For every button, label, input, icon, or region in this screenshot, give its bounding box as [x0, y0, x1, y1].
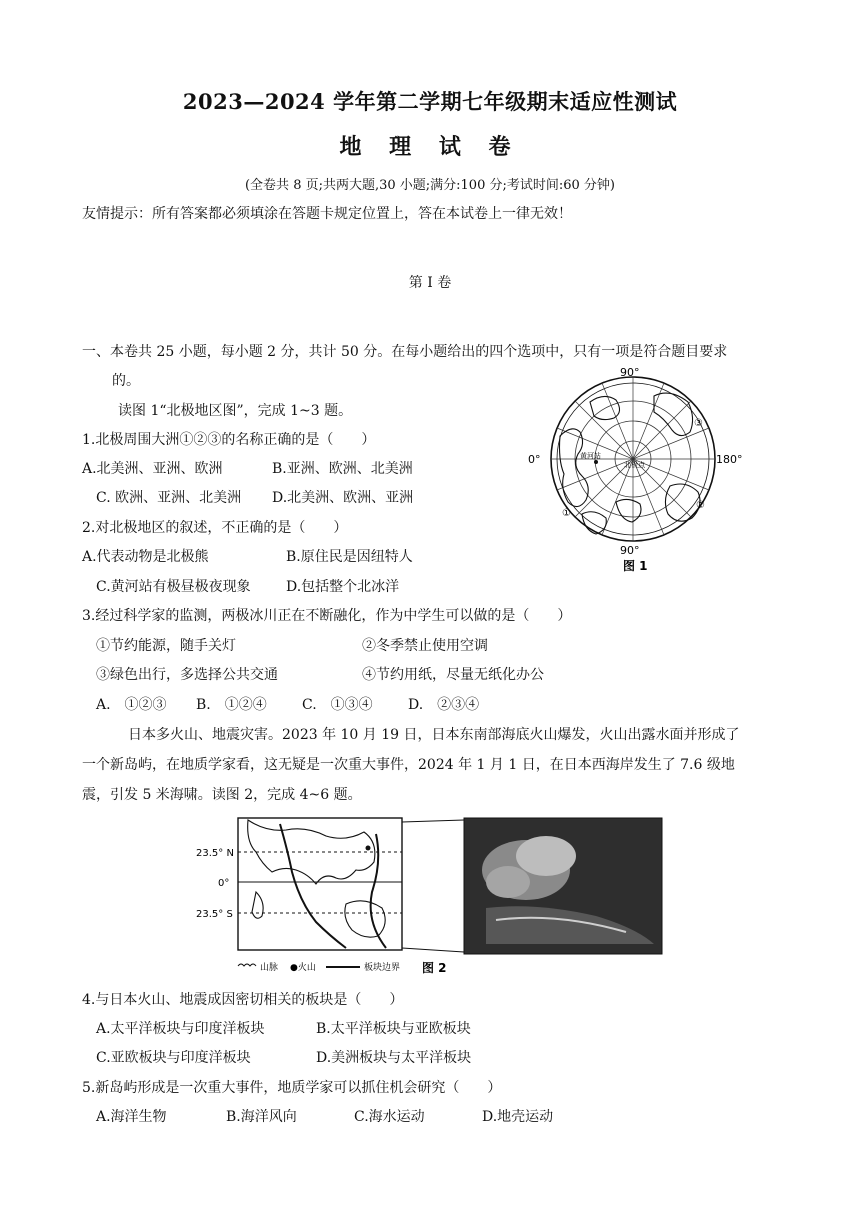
- arctic-map-graphic: [520, 366, 750, 576]
- exam-subtitle: 地 理 试 卷: [339, 134, 521, 160]
- right-longitude: 180°: [716, 453, 743, 466]
- q4-stem: 4.与日本火山、地震成因密切相关的板块是（ ）: [82, 992, 404, 1008]
- legend-mountain: 山脉: [260, 963, 279, 973]
- q1-option-c[interactable]: C. 欧洲、亚洲、北美洲: [96, 490, 242, 506]
- lat-north-label: 23.5° N: [196, 848, 234, 859]
- station-label: 黄河站: [580, 452, 601, 460]
- q5-option-d[interactable]: D.地壳运动: [482, 1109, 554, 1125]
- q5-option-c[interactable]: C.海水运动: [354, 1109, 425, 1125]
- q1-stem: 1.北极周围大洲①②③的名称正确的是（ ）: [82, 432, 376, 448]
- q1-option-d[interactable]: D.北美洲、欧洲、亚洲: [272, 490, 414, 506]
- q4-option-b[interactable]: B.太平洋板块与亚欧板块: [316, 1021, 471, 1037]
- group1-intro: 读图 1“北极地区图”，完成 1~3 题。: [118, 403, 353, 419]
- continent-mark-3: ③: [694, 418, 703, 429]
- continent-mark-1: ①: [562, 508, 571, 519]
- figure-1-caption: 图 1: [623, 559, 648, 573]
- q2-option-a[interactable]: A.代表动物是北极熊: [82, 549, 209, 565]
- q2-option-b[interactable]: B.原住民是因纽特人: [286, 549, 413, 565]
- q1-option-a[interactable]: A.北美洲、亚洲、欧洲: [82, 461, 223, 477]
- q3-option-d[interactable]: D. ②③④: [408, 697, 480, 713]
- figure-2-caption: 图 2: [422, 961, 447, 975]
- q3-statement-1: ①节约能源，随手关灯: [96, 638, 236, 654]
- q5-option-a[interactable]: A.海洋生物: [96, 1109, 167, 1125]
- q3-option-c[interactable]: C. ①③④: [302, 697, 373, 713]
- q2-option-c[interactable]: C.黄河站有极昼极夜现象: [96, 579, 251, 595]
- lat-south-label: 23.5° S: [196, 909, 233, 920]
- lat-zero-label: 0°: [218, 878, 230, 889]
- q4-option-a[interactable]: A.太平洋板块与印度洋板块: [96, 1021, 265, 1037]
- q3-stem: 3.经过科学家的监测，两极冰川正在不断融化，作为中学生可以做的是（ ）: [82, 608, 572, 624]
- figure-1-arctic-map: [520, 366, 750, 576]
- q3-statement-3: ③绿色出行，多选择公共交通: [96, 667, 278, 683]
- section-instruction-2: 的。: [112, 373, 140, 389]
- q5-option-b[interactable]: B.海洋风向: [226, 1109, 297, 1125]
- q5-stem: 5.新岛屿形成是一次重大事件，地质学家可以抓住机会研究（ ）: [82, 1080, 502, 1096]
- q3-statement-2: ②冬季禁止使用空调: [362, 638, 488, 654]
- q3-option-a[interactable]: A. ①②③: [96, 697, 167, 713]
- q3-statement-4: ④节约用纸，尽量无纸化办公: [362, 667, 544, 683]
- top-longitude: 90°: [620, 366, 640, 379]
- group2-para-2: 一个新岛屿，在地质学家看，这无疑是一次重大事件，2024 年 1 月 1 日，在日本西海岸发生了 7.6 级地: [82, 757, 735, 773]
- continent-mark-2: ②: [696, 500, 705, 511]
- q2-option-d[interactable]: D.包括整个北冰洋: [286, 579, 400, 595]
- figure-2-graphic: [196, 812, 666, 976]
- figure-2: [196, 812, 666, 976]
- legend-boundary: 板块边界: [364, 963, 401, 973]
- q4-option-d[interactable]: D.美洲板块与太平洋板块: [316, 1050, 472, 1066]
- q4-option-c[interactable]: C.亚欧板块与印度洋板块: [96, 1050, 251, 1066]
- volume-label: 第 I 卷: [408, 275, 452, 291]
- left-longitude: 0°: [528, 453, 541, 466]
- exam-info: (全卷共 8 页;共两大题,30 小题;满分:100 分;考试时间:60 分钟): [244, 178, 615, 193]
- exam-title: 2023—2024 学年第二学期七年级期末适应性测试: [182, 89, 678, 114]
- exam-notice: 友情提示：所有答案都必须填涂在答题卡规定位置上，答在本试卷上一律无效！: [82, 206, 572, 222]
- legend-volcano: ●火山: [290, 963, 316, 973]
- bottom-longitude: 90°: [620, 544, 640, 557]
- q2-stem: 2.对北极地区的叙述，不正确的是（ ）: [82, 520, 348, 536]
- pole-label: 北极点: [624, 461, 645, 469]
- group2-para-1: 日本多火山、地震灾害。2023 年 10 月 19 日，日本东南部海底火山爆发，火山出露水面并形成了: [128, 727, 740, 743]
- q1-option-b[interactable]: B.亚洲、欧洲、北美洲: [272, 461, 413, 477]
- group2-para-3: 震，引发 5 米海啸。读图 2，完成 4~6 题。: [82, 787, 362, 803]
- q3-option-b[interactable]: B. ①②④: [196, 697, 267, 713]
- section-instruction-1: 一、本卷共 25 小题，每小题 2 分，共计 50 分。在每小题给出的四个选项中，只有一项是符合题目要求: [82, 344, 728, 360]
